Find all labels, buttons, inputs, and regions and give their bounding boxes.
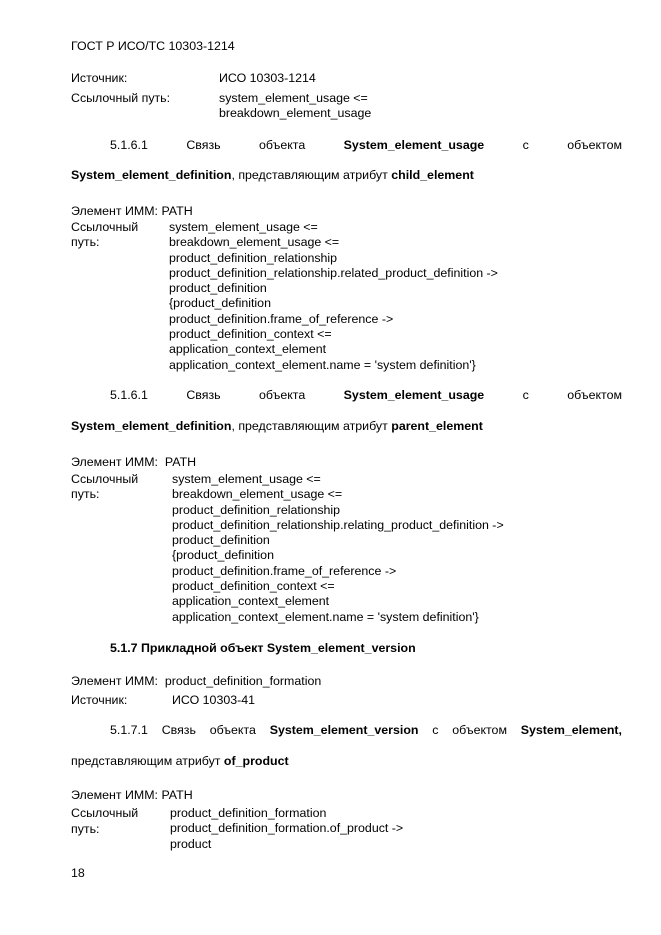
source-value: ИСО 10303-41 xyxy=(172,693,256,707)
path-line: breakdown_element_usage xyxy=(219,106,372,121)
reference-path xyxy=(170,806,403,852)
clause-heading-continuation: представляющим атрибут of_product xyxy=(71,754,289,768)
element-label: Элемент ИММ: PATH xyxy=(71,788,193,802)
path-label-1: Ссылочный xyxy=(71,220,139,234)
entity-name: System_element_usage xyxy=(343,138,485,152)
path-line: application_context_element xyxy=(169,342,327,357)
clause-heading-continuation: System_element_definition, представляющим атрибут child_element xyxy=(71,168,474,182)
path-label-2: путь: xyxy=(71,822,100,836)
path-line: product_definition.frame_of_reference -> xyxy=(169,311,394,326)
section-heading: 5.1.7 Прикладной объект System_element_version xyxy=(110,641,416,655)
path-line: application_context_element.name = 'system definition'} xyxy=(169,357,476,372)
reference-path xyxy=(219,91,371,122)
path-label-2: путь: xyxy=(71,235,100,249)
path-line: product_definition_relationship.relating_product_definition -> xyxy=(172,517,504,532)
path-label: Ссылочный путь: xyxy=(71,91,171,105)
clause-heading-continuation: System_element_definition, представляющим атрибут parent_element xyxy=(71,419,483,433)
element-label: Элемент ИММ: PATH xyxy=(71,455,197,469)
clause-heading-line: 5.1.6.1 Связь объекта System_element_usage с объектом xyxy=(110,388,622,402)
path-line: {product_definition xyxy=(169,296,271,311)
source-label: Источник: xyxy=(71,693,128,707)
path-line: product_definition_relationship.related_product_definition -> xyxy=(169,265,498,280)
path-line: application_context_element.name = 'system definition'} xyxy=(172,609,479,624)
clause-number: 5.1.6.1 xyxy=(110,138,148,152)
path-line: product_definition_context <= xyxy=(169,327,332,342)
path-line: product_definition_formation.of_product -> xyxy=(170,821,404,836)
clause-heading-line: 5.1.6.1 Связь объекта System_element_usage с объектом xyxy=(110,138,622,152)
page-number: 18 xyxy=(71,866,85,880)
element-label: Элемент ИММ: product_definition_formation xyxy=(71,674,322,688)
element-label: Элемент ИММ: PATH xyxy=(71,204,193,218)
document-header: ГОСТ Р ИСО/ТС 10303-1214 xyxy=(71,39,235,53)
path-line: system_element_usage <= xyxy=(169,220,318,234)
path-line: breakdown_element_usage <= xyxy=(169,235,340,250)
path-line: product_definition_formation xyxy=(170,806,327,820)
path-line: product_definition xyxy=(172,533,270,548)
attribute-name: parent_element xyxy=(391,419,483,433)
attribute-name: of_product xyxy=(223,754,289,768)
clause-number: 5.1.6.1 xyxy=(110,388,148,402)
reference-path xyxy=(172,472,504,625)
clause-heading-line: 5.1.7.1 Связь объекта System_element_version с объектом System_element, xyxy=(110,723,622,737)
path-label-2: путь: xyxy=(71,487,100,501)
path-line: product_definition_relationship xyxy=(169,250,338,265)
path-line: {product_definition xyxy=(172,548,274,563)
path-line: system_element_usage <= xyxy=(172,472,321,486)
path-line: product_definition_relationship xyxy=(172,502,341,517)
path-label-1: Ссылочный xyxy=(71,472,139,486)
path-line: breakdown_element_usage <= xyxy=(172,487,343,502)
path-line: product_definition xyxy=(169,281,267,296)
path-line: product xyxy=(170,836,212,851)
entity-name: System_element, xyxy=(520,723,622,737)
reference-path xyxy=(169,220,498,373)
path-line: product_definition_context <= xyxy=(172,579,335,594)
entity-name: System_element_version xyxy=(269,723,419,737)
attribute-name: child_element xyxy=(391,168,474,182)
source-label: Источник: xyxy=(71,71,128,85)
source-value: ИСО 10303-1214 xyxy=(219,71,316,85)
path-line: system_element_usage <= xyxy=(219,91,368,105)
path-line: application_context_element xyxy=(172,594,330,609)
path-label-1: Ссылочный xyxy=(71,806,139,820)
path-line: product_definition.frame_of_reference -> xyxy=(172,563,397,578)
clause-number: 5.1.7.1 xyxy=(110,723,148,737)
entity-name: System_element_usage xyxy=(343,388,485,402)
